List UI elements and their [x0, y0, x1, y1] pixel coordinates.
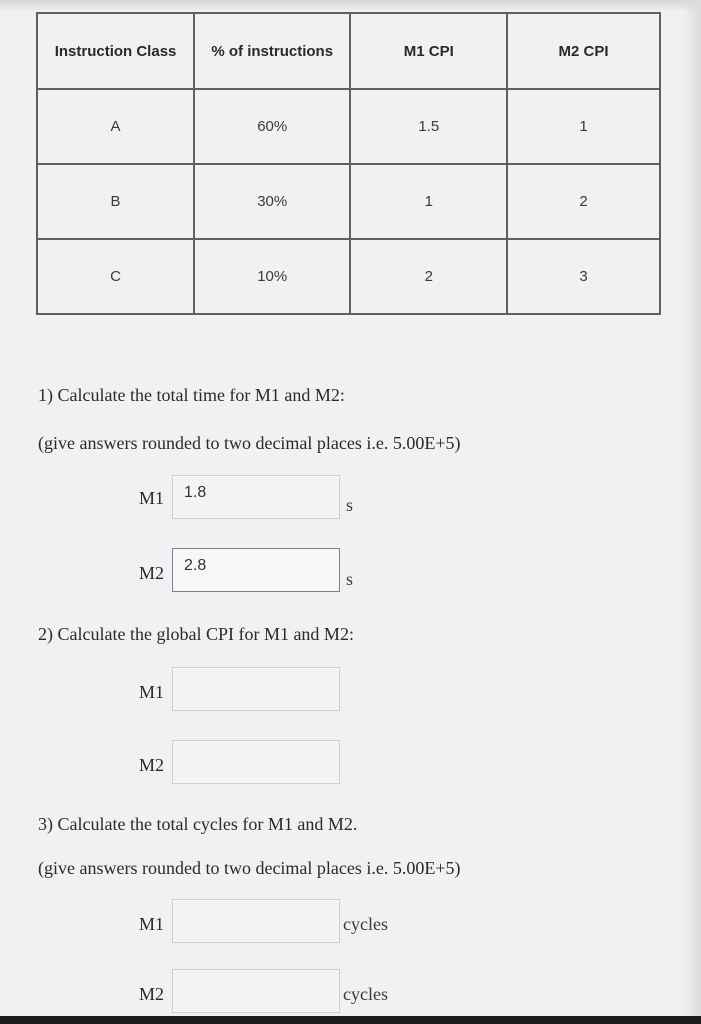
q3-title: 3) Calculate the total cycles for M1 and M2. [38, 814, 358, 834]
q2-m1-label: M1 [139, 682, 165, 702]
q3-m2-input[interactable] [172, 969, 340, 1013]
table-cell: 1 [350, 164, 507, 239]
screen-right-edge [683, 0, 701, 1016]
table-cell: 60% [194, 89, 350, 164]
q1-m1-unit: s [346, 495, 354, 515]
instruction-table [36, 12, 661, 315]
table-cell: 3 [507, 239, 660, 314]
q1-m1-input[interactable]: 1.8 [172, 475, 340, 519]
screen-top-edge [0, 0, 701, 12]
header-instruction-class: Instruction Class [37, 13, 194, 89]
table-cell: 2 [350, 239, 507, 314]
q1-m2-label: M2 [139, 563, 165, 583]
table-row [37, 89, 660, 164]
header-m1-cpi: M1 CPI [350, 13, 507, 89]
table-cell: C [37, 239, 194, 314]
q3-m1-unit: cycles [343, 914, 388, 934]
q1-m1-label: M1 [139, 488, 165, 508]
table-cell: A [37, 89, 194, 164]
table-cell: 1 [507, 89, 660, 164]
table-row [37, 239, 660, 314]
header-percent-instructions: % of instructions [194, 13, 350, 89]
q3-m2-label: M2 [139, 984, 165, 1004]
table-cell: 30% [194, 164, 350, 239]
q1-m2-unit: s [346, 569, 354, 589]
table-cell: 1.5 [350, 89, 507, 164]
q1-title: 1) Calculate the total time for M1 and M2: [38, 385, 345, 405]
table-cell: 10% [194, 239, 350, 314]
q1-m2-input[interactable]: 2.8 [172, 548, 340, 592]
q3-note: (give answers rounded to two decimal places i.e. 5.00E+5) [38, 858, 461, 878]
table-cell: 2 [507, 164, 660, 239]
q1-note: (give answers rounded to two decimal places i.e. 5.00E+5) [38, 433, 461, 453]
table-cell: B [37, 164, 194, 239]
q2-m2-input[interactable] [172, 740, 340, 784]
table-header-row [37, 13, 660, 89]
table-row [37, 164, 660, 239]
q2-title: 2) Calculate the global CPI for M1 and M2: [38, 624, 354, 644]
q2-m2-label: M2 [139, 755, 165, 775]
header-m2-cpi: M2 CPI [507, 13, 660, 89]
q3-m1-label: M1 [139, 914, 165, 934]
q3-m2-unit: cycles [343, 984, 388, 1004]
q2-m1-input[interactable] [172, 667, 340, 711]
screen-bottom-bezel [0, 1016, 701, 1024]
q3-m1-input[interactable] [172, 899, 340, 943]
